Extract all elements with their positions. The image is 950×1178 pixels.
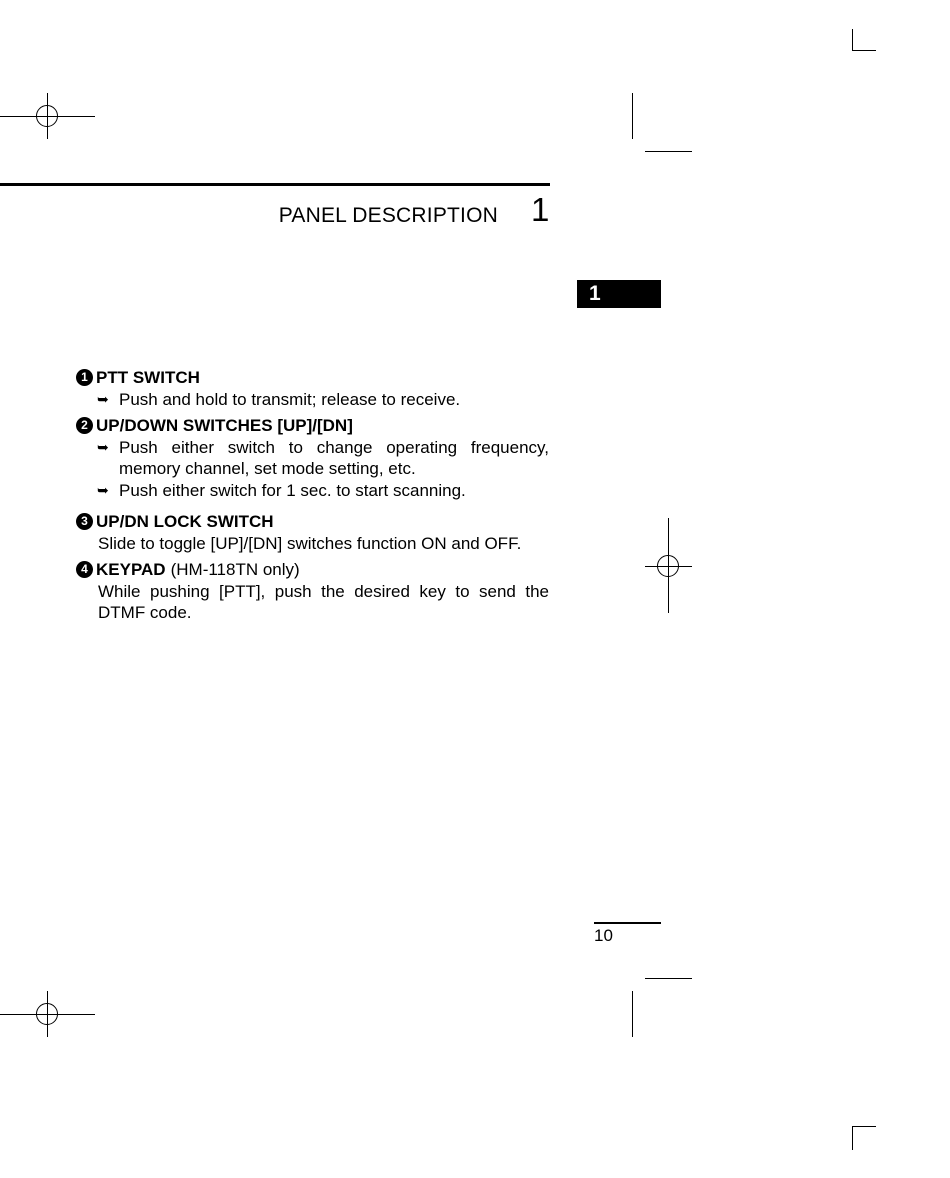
item-title-suffix: (HM-118TN only) bbox=[170, 560, 300, 579]
arrow-bullet-icon: ➥ bbox=[97, 438, 109, 455]
item-heading bbox=[76, 559, 549, 581]
bullet-text: Push and hold to transmit; release to receive. bbox=[119, 389, 461, 409]
arrow-bullet-icon: ➥ bbox=[97, 481, 109, 498]
bullet bbox=[76, 389, 549, 411]
chapter-number: 1 bbox=[531, 191, 550, 228]
item-heading bbox=[76, 415, 549, 437]
item-heading bbox=[76, 367, 549, 389]
item-number-badge: 4 bbox=[76, 561, 93, 578]
item-heading bbox=[76, 511, 549, 533]
page-number: 10 bbox=[594, 926, 613, 945]
list-item-up-dn-lock-switch bbox=[76, 511, 549, 554]
item-number-badge: 2 bbox=[76, 417, 93, 434]
list-item-keypad bbox=[76, 559, 549, 624]
list-item-up-down-switches bbox=[76, 415, 549, 501]
bullet-text: Push either switch for 1 sec. to start scanning. bbox=[119, 480, 466, 500]
bullet-text: Push either switch to change operating frequency, memory channel, set mode setting, etc. bbox=[119, 437, 549, 478]
arrow-bullet-icon: ➥ bbox=[97, 390, 109, 407]
item-title: UP/DN LOCK SWITCH bbox=[96, 512, 274, 531]
section-title: PANEL DESCRIPTION bbox=[278, 204, 498, 227]
bullet bbox=[76, 437, 549, 480]
list-item-ptt-switch bbox=[76, 367, 549, 410]
chapter-tab-label: 1 bbox=[589, 282, 601, 305]
page-number-rule bbox=[594, 922, 661, 924]
item-title: UP/DOWN SWITCHES [UP]/[DN] bbox=[96, 416, 353, 435]
panel-description-list bbox=[76, 367, 549, 624]
item-description: While pushing [PTT], push the desired key to send the DTMF code. bbox=[98, 581, 549, 622]
chapter-tab bbox=[577, 280, 661, 308]
item-title: KEYPAD bbox=[96, 560, 166, 579]
item-title: PTT SWITCH bbox=[96, 368, 200, 387]
item-description: Slide to toggle [UP]/[DN] switches function ON and OFF. bbox=[98, 533, 522, 553]
item-number-badge: 3 bbox=[76, 513, 93, 530]
bullet bbox=[76, 480, 549, 502]
item-number-badge: 1 bbox=[76, 369, 93, 386]
header-rule bbox=[0, 183, 550, 186]
